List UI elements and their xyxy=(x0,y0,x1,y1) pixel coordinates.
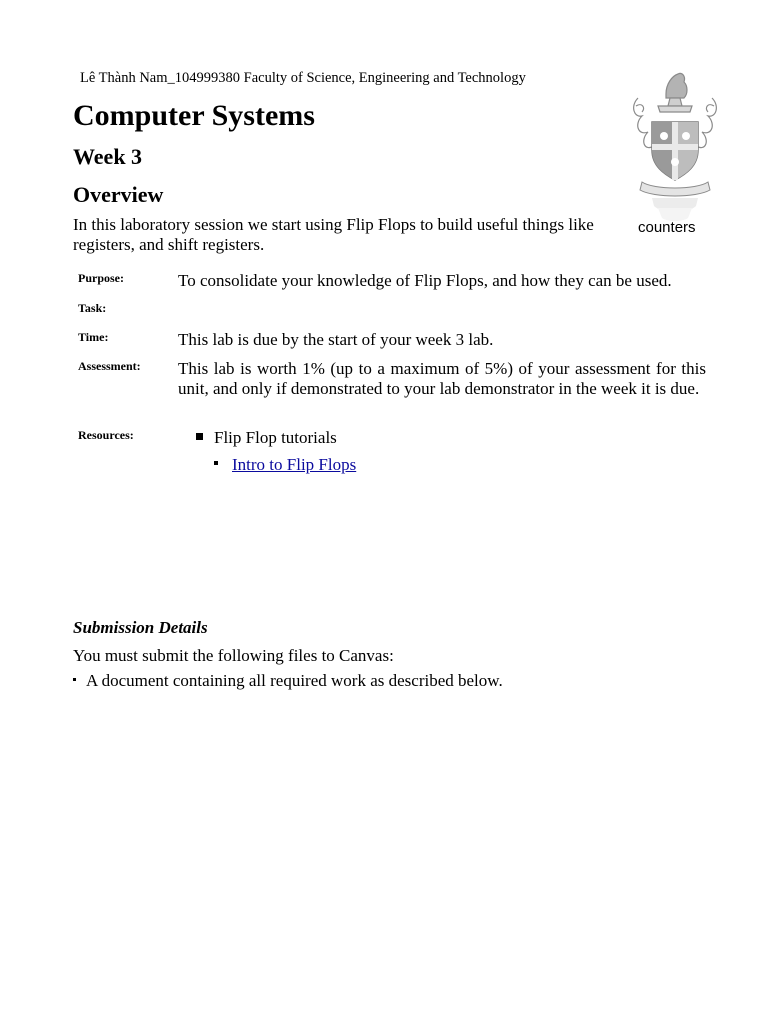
page-subtitle: Week 3 xyxy=(73,144,143,169)
intro-to-flip-flops-link[interactable]: Intro to Flip Flops xyxy=(232,455,357,474)
time-value: This lab is due by the start of your week 3 lab. xyxy=(178,330,494,349)
time-label: Time: xyxy=(78,330,109,344)
header-author-line: Lê Thành Nam_104999380 Faculty of Science, Engineering and Technology xyxy=(80,70,526,86)
small-bullet-icon xyxy=(73,678,76,681)
resources-list-item xyxy=(196,428,337,448)
submission-heading: Submission Details xyxy=(73,618,208,637)
small-square-bullet-icon xyxy=(214,461,218,465)
overview-trailing-word: counters xyxy=(638,219,696,236)
overview-text: In this laboratory session we start using Flip Flops to build useful things like registers, and shift registers. xyxy=(73,215,594,254)
assessment-value: This lab is worth 1% (up to a maximum of 5%) of your assessment for this unit, and only if demonstrated to your lab demonstrator in the week it is due. xyxy=(178,359,706,398)
page-title: Computer Systems xyxy=(73,99,315,132)
resources-item-text: Flip Flop tutorials xyxy=(214,428,337,447)
assessment-label: Assessment: xyxy=(78,359,141,373)
purpose-value: To consolidate your knowledge of Flip Flops, and how they can be used. xyxy=(178,271,672,290)
submission-text: You must submit the following files to Canvas: xyxy=(73,646,394,665)
submission-list-item xyxy=(73,671,503,691)
task-label: Task: xyxy=(78,301,107,315)
purpose-label: Purpose: xyxy=(78,271,124,285)
submission-item-text: A document containing all required work as described below. xyxy=(86,671,503,690)
square-bullet-icon xyxy=(196,433,203,440)
overview-paragraph xyxy=(73,215,696,255)
resources-label: Resources: xyxy=(78,428,134,442)
overview-heading: Overview xyxy=(73,182,164,207)
resources-sublist-item xyxy=(214,455,356,475)
university-crest-icon xyxy=(628,66,722,224)
